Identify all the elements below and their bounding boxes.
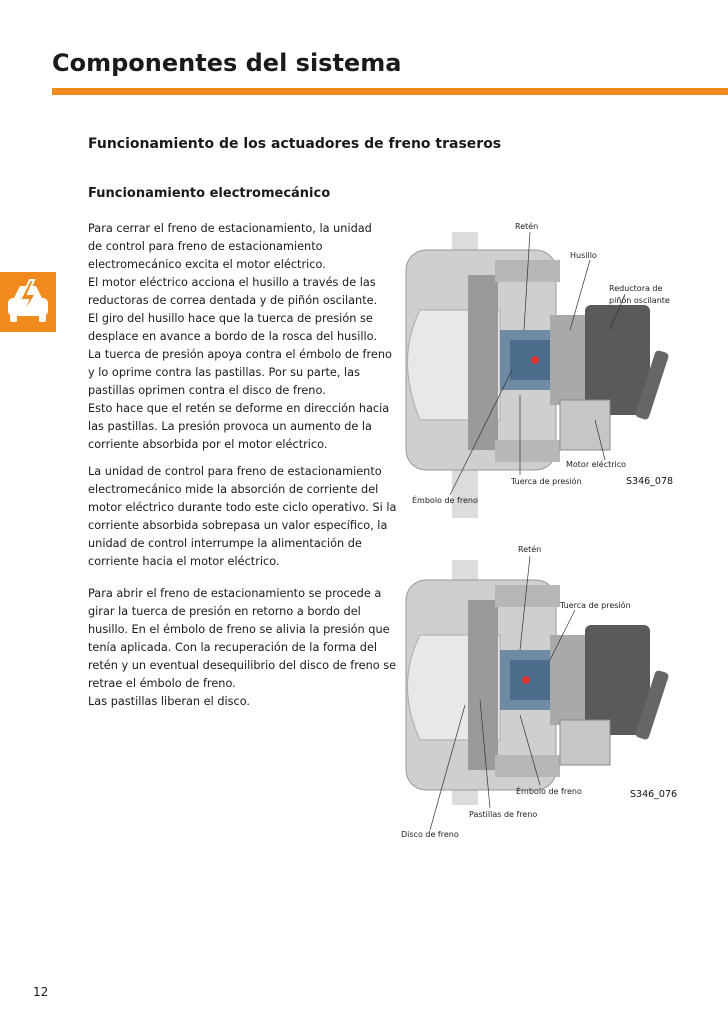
label-husillo: Husillo: [570, 251, 597, 260]
label-embolo: Émbolo de freno: [516, 787, 582, 796]
label-disco: Disco de freno: [401, 830, 459, 839]
header-rule: [52, 88, 728, 95]
paragraph-opening: Para abrir el freno de estacionamiento se procede a girar la tuerca de presión en retorno a bordo del husillo. En el émbolo de freno se alivia la presión que tenía aplicada. Con la recuperación de la forma del retén y un eventual desequilibrio del disco de freno se retrae el émbolo de freno. Las pastillas liberan el disco.: [88, 587, 397, 708]
caliper-illustration: [380, 220, 728, 520]
section-heading: Funcionamiento de los actuadores de freno traseros: [88, 136, 502, 152]
paragraph-current-monitor: La unidad de control para freno de estacionamiento electromecánico mide la absorción de corriente del motor eléctrico durante todo este ciclo operativo. Si la corriente absorbida sobrepasa un valor específico, la unidad de control interrumpe la alimentación de corriente hacia el motor eléctrico.: [88, 465, 397, 568]
subsection-heading: Funcionamiento electromecánico: [88, 186, 331, 201]
label-motor: Motor eléctrico: [566, 460, 627, 469]
label-reten: Retén: [518, 545, 542, 554]
label-tuerca: Tuerca de presión: [511, 477, 582, 486]
figure-code: S346_078: [626, 476, 674, 487]
label-reductora-2: piñón oscilante: [609, 296, 670, 305]
electric-car-icon: [0, 272, 56, 332]
label-reten: Retén: [515, 222, 539, 231]
figure-code: S346_076: [630, 789, 678, 800]
page-number: 12: [33, 985, 49, 999]
label-embolo: Émbolo de freno: [412, 496, 478, 505]
paragraph-closing: Para cerrar el freno de estacionamiento, la unidad de control para freno de estacionamiento electromecánico excita el motor eléctrico. El motor eléctrico acciona el husillo a través de las reductoras de correa dentada y de piñón oscilante. El giro del husillo hace que la tuerca de presión se desplace en avance a bordo de la rosca del husillo. La tuerca de presión apoya contra el émbolo de freno y lo oprime contra las pastillas. Por su parte, las pastillas oprimen contra el disco de freno. Esto hace que el retén se deforme en dirección hacia las pastillas. La presión provoca un aumento de la corriente absorbida por el motor eléctrico.: [88, 222, 392, 451]
figure-caliper-opening: [380, 540, 728, 840]
page-title: Componentes del sistema: [52, 49, 402, 77]
label-tuerca: Tuerca de presión: [560, 601, 631, 610]
label-pastillas: Pastillas de freno: [469, 810, 538, 819]
figure-caliper-closing: [380, 220, 728, 520]
label-reductora-1: Reductora de: [609, 284, 663, 293]
